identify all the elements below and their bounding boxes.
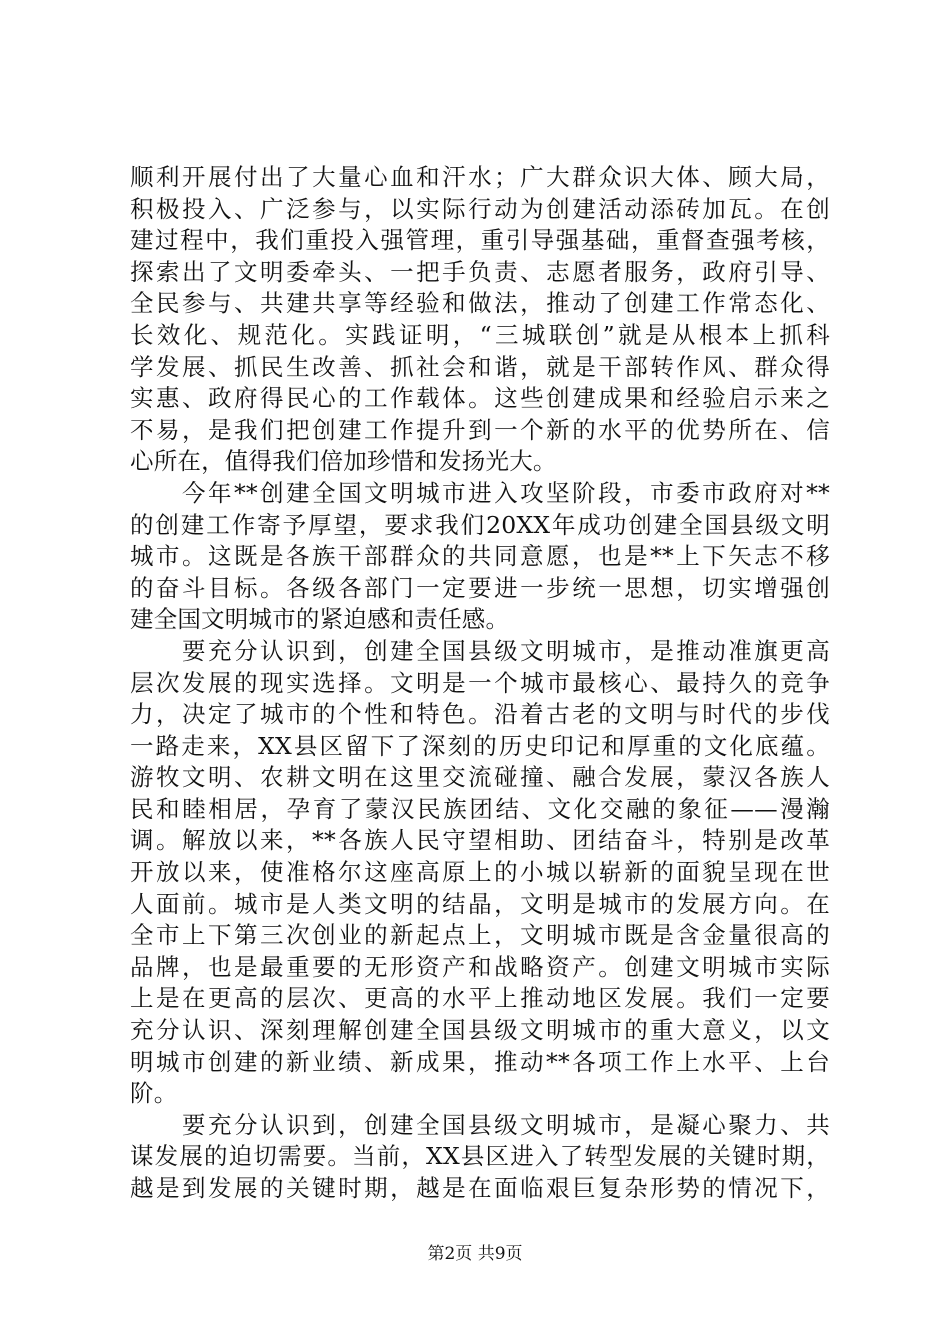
text-line: 调。解放以来，**各族人民守望相助、团结奋斗，特别是改革	[130, 826, 830, 855]
text-line: 全民参与、共建共享等经验和做法，推动了创建工作常态化、	[130, 289, 830, 318]
text-line: 人面前。城市是人类文明的结晶，文明是城市的发展方向。在	[130, 889, 830, 918]
text-line: 谋发展的迫切需要。当前，XX县区进入了转型发展的关键时期，	[130, 1142, 830, 1171]
text-line: 学发展、抓民生改善、抓社会和谐，就是干部转作风、群众得	[130, 352, 830, 381]
text-line: 长效化、规范化。实践证明，“三城联创”就是从根本上抓科	[130, 320, 830, 349]
text-line: 层次发展的现实选择。文明是一个城市最核心、最持久的竞争	[130, 668, 830, 697]
text-line: 今年**创建全国文明城市进入攻坚阶段，市委市政府对**	[130, 478, 830, 507]
text-line: 一路走来，XX县区留下了深刻的历史印记和厚重的文化底蕴。	[130, 731, 830, 760]
text-line: 要充分认识到，创建全国县级文明城市，是推动准旗更高	[130, 636, 830, 665]
text-line: 开放以来，使准格尔这座高原上的小城以崭新的面貌呈现在世	[130, 858, 830, 887]
text-line: 明城市创建的新业绩、新成果，推动**各项工作上水平、上台	[130, 1047, 830, 1076]
text-line: 阶。	[130, 1079, 178, 1108]
text-line: 的奋斗目标。各级各部门一定要进一步统一思想，切实增强创	[130, 573, 830, 602]
text-line: 积极投入、广泛参与，以实际行动为创建活动添砖加瓦。在创	[130, 194, 830, 223]
text-line: 品牌，也是最重要的无形资产和战略资产。创建文明城市实际	[130, 952, 830, 981]
text-line: 民和睦相居，孕育了蒙汉民族团结、文化交融的象征——漫瀚	[130, 794, 830, 823]
text-line: 越是到发展的关键时期，越是在面临艰巨复杂形势的情况下，	[130, 1174, 830, 1202]
text-line: 探索出了文明委牵头、一把手负责、志愿者服务，政府引导、	[130, 257, 830, 286]
text-line: 顺利开展付出了大量心血和汗水；广大群众识大体、顾大局，	[130, 163, 830, 191]
text-line: 游牧文明、农耕文明在这里交流碰撞、融合发展，蒙汉各族人	[130, 763, 830, 792]
page-footer: 第2页 共9页	[427, 1244, 523, 1264]
text-line: 建过程中，我们重投入强管理，重引导强基础，重督查强考核，	[130, 226, 830, 255]
text-line: 建全国文明城市的紧迫感和责任感。	[130, 605, 510, 634]
text-line: 实惠、政府得民心的工作载体。这些创建成果和经验启示来之	[130, 384, 830, 413]
text-line: 充分认识、深刻理解创建全国县级文明城市的重大意义，以文	[130, 1016, 830, 1045]
body-text	[130, 162, 830, 1205]
text-line: 不易，是我们把创建工作提升到一个新的水平的优势所在、信	[130, 415, 830, 444]
text-line: 城市。这既是各族干部群众的共同意愿，也是**上下矢志不移	[130, 542, 830, 571]
text-line: 要充分认识到，创建全国县级文明城市，是凝心聚力、共	[130, 1110, 830, 1139]
text-line: 心所在，值得我们倍加珍惜和发扬光大。	[130, 447, 557, 476]
text-line: 全市上下第三次创业的新起点上，文明城市既是含金量很高的	[130, 921, 830, 950]
text-line: 上是在更高的层次、更高的水平上推动地区发展。我们一定要	[130, 984, 830, 1013]
text-line: 力，决定了城市的个性和特色。沿着古老的文明与时代的步伐	[130, 700, 830, 729]
text-line: 的创建工作寄予厚望，要求我们20XX年成功创建全国县级文明	[130, 510, 830, 539]
